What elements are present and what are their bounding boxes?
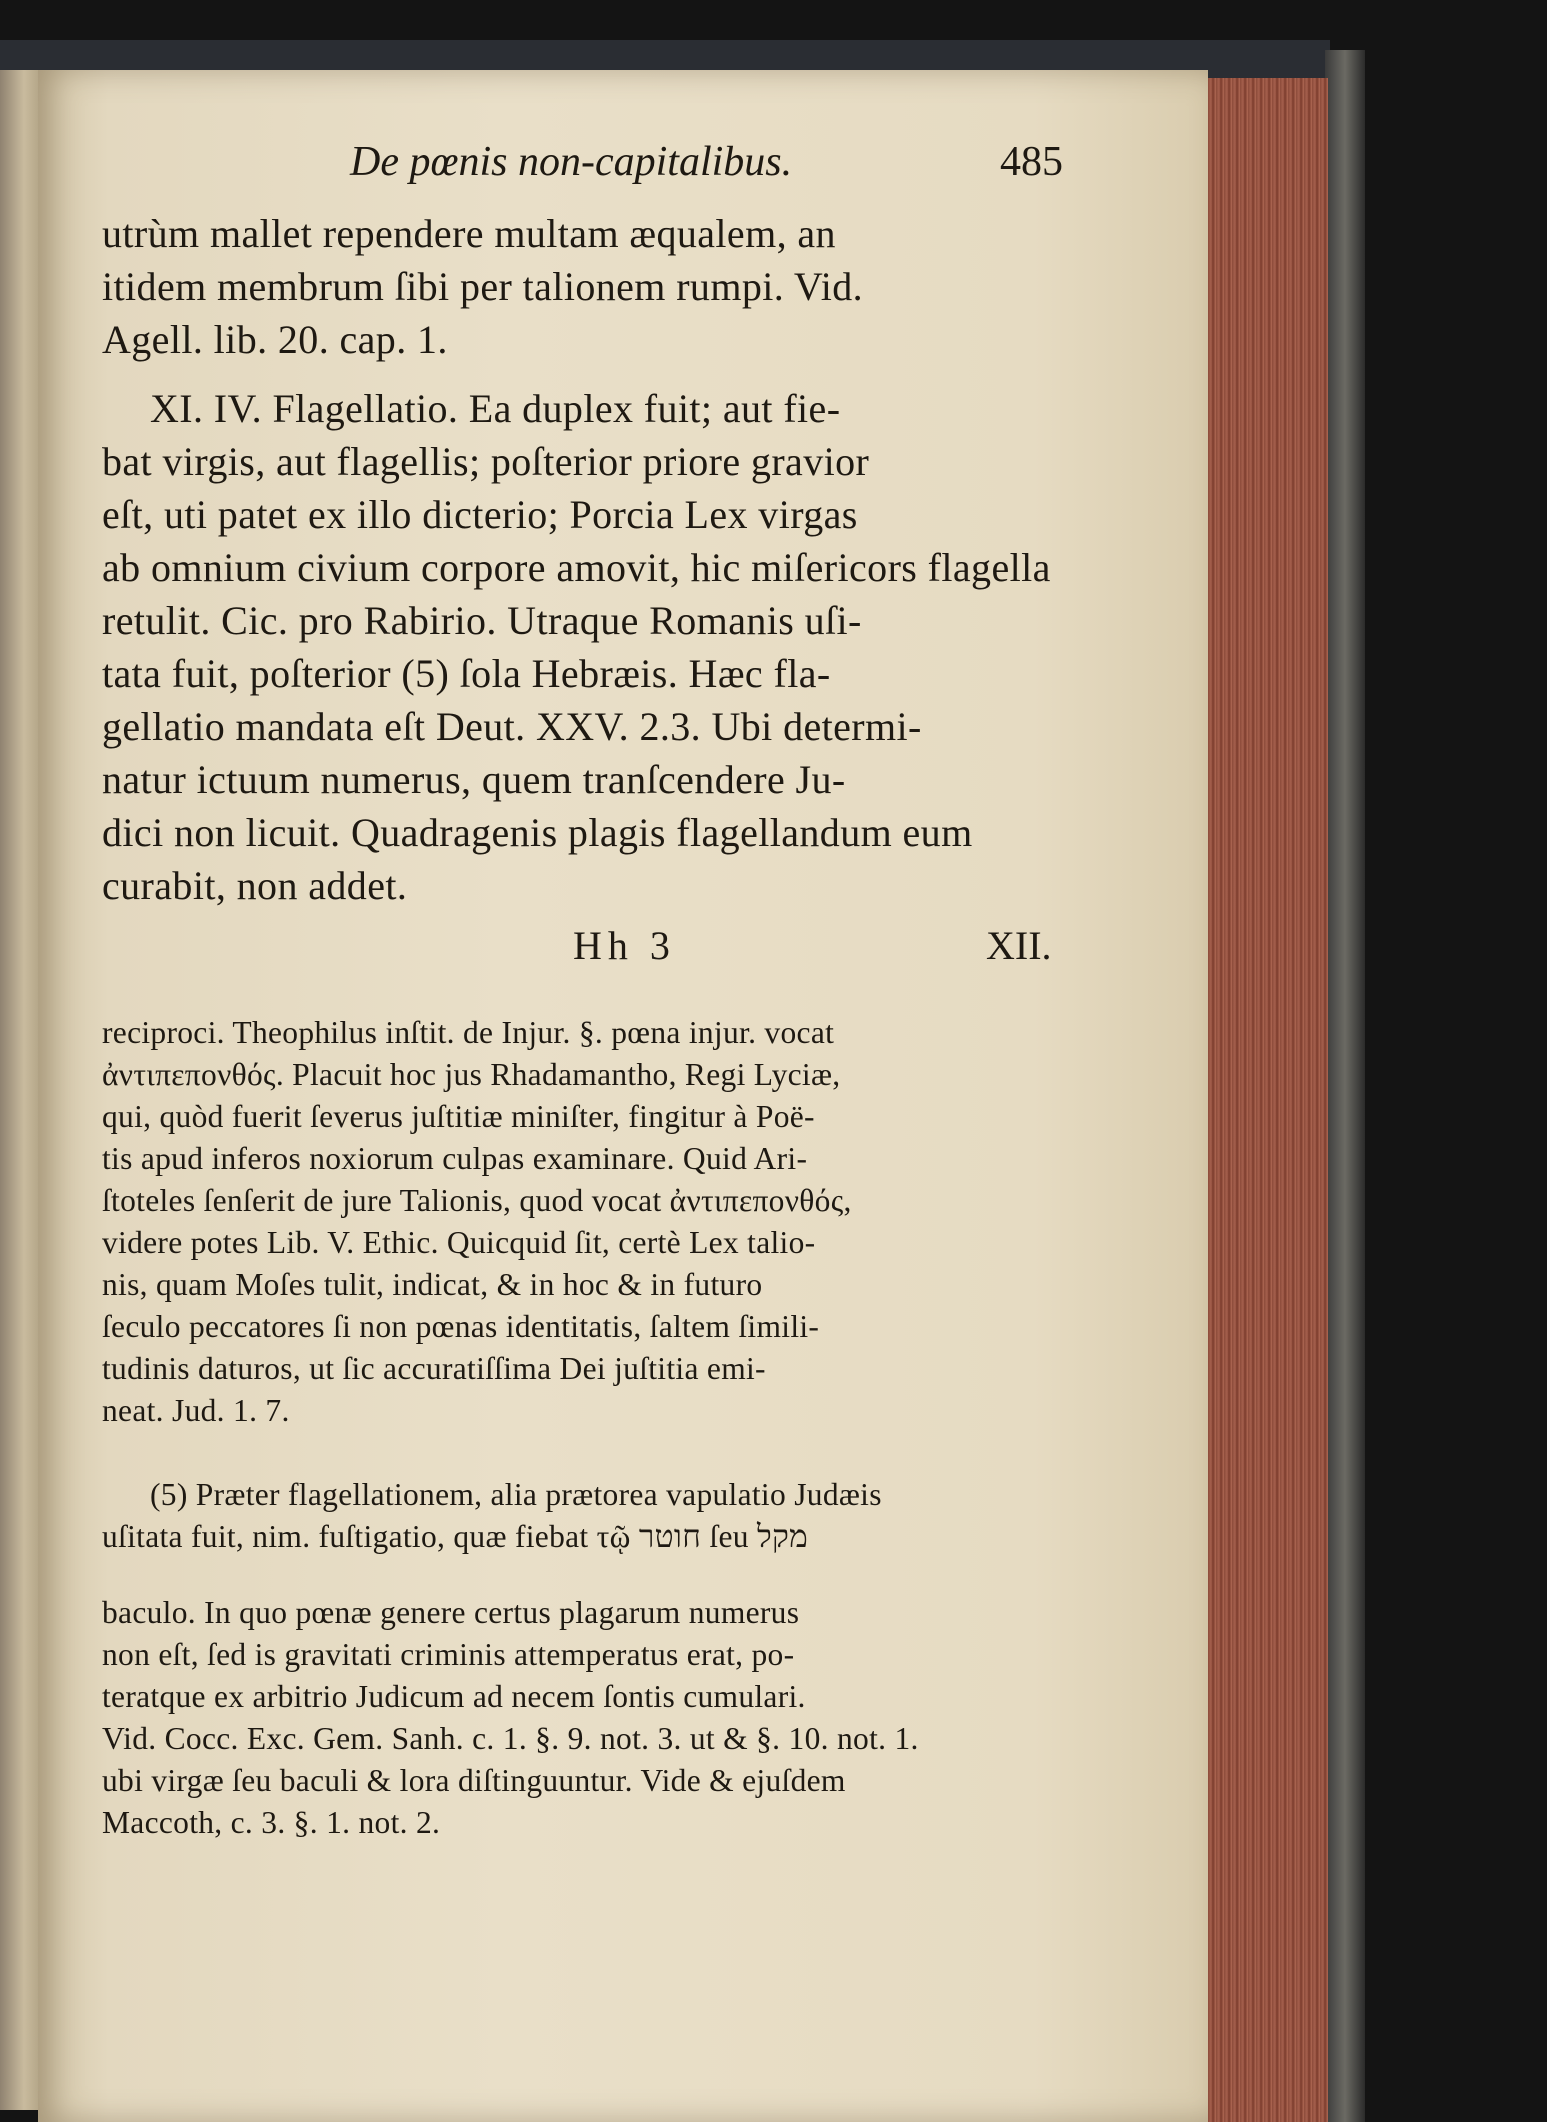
page-number: 485	[1000, 139, 1063, 185]
main-text-line: eſt, uti patet ex illo dicterio; Porcia Lex virgas	[102, 492, 858, 537]
main-text-line: Agell. lib. 20. cap. 1.	[102, 317, 448, 362]
footnote-line: ubi virgæ ſeu baculi & lora diſtinguuntur. Vide & ejuſdem	[102, 1763, 846, 1798]
page-block-edges	[1205, 78, 1328, 2122]
main-text-line: curabit, non addet.	[102, 863, 408, 908]
footnote-line: non eſt, ſed is gravitati criminis attemperatus erat, po-	[102, 1637, 795, 1672]
footnote-line: tis apud inferos noxiorum culpas examinare. Quid Ari-	[102, 1141, 808, 1176]
footnote-line: qui, quòd fuerit ſeverus juſtitiæ miniſter, fingitur à Poë-	[102, 1099, 815, 1134]
main-text-line: bat virgis, aut flagellis; poſterior priore gravior	[102, 439, 870, 484]
footnote-line: (5) Præter flagellationem, alia prætorea vapulatio Judæis	[150, 1477, 882, 1512]
footnote-line: ἀντιπεπονθός. Placuit hoc jus Rhadamantho, Regi Lyciæ,	[102, 1057, 841, 1092]
catchword: XII.	[986, 923, 1052, 968]
book-cover-right-edge	[1325, 50, 1365, 2122]
footnote-line: videre potes Lib. V. Ethic. Quicquid ſit, certè Lex talio-	[102, 1225, 816, 1260]
footnote-line: ſeculo peccatores ſi non pœnas identitatis, ſaltem ſimili-	[102, 1309, 820, 1344]
footnote-line: neat. Jud. 1. 7.	[102, 1393, 290, 1428]
signature-mark: Hh 3	[573, 923, 676, 968]
footnote-line: nis, quam Moſes tulit, indicat, & in hoc & in futuro	[102, 1267, 763, 1302]
footnote-line: reciproci. Theophilus inſtit. de Injur. §. pœna injur. vocat	[102, 1015, 835, 1050]
footnote-line: Maccoth, c. 3. §. 1. not. 2.	[102, 1805, 441, 1840]
main-text-line: XI. IV. Flagellatio. Ea duplex fuit; aut fie-	[150, 386, 841, 431]
footnote-line: teratque ex arbitrio Judicum ad necem ſontis cumulari.	[102, 1679, 806, 1714]
main-text-line: natur ictuum numerus, quem tranſcendere Ju-	[102, 757, 846, 802]
main-text-line: ab omnium civium corpore amovit, hic miſericors flagella	[102, 545, 1051, 590]
main-text-line: gellatio mandata eſt Deut. XXV. 2.3. Ubi determi-	[102, 704, 922, 749]
footnote-line: tudinis daturos, ut ſic accuratiſſima Dei juſtitia emi-	[102, 1351, 766, 1386]
main-text-line: tata fuit, poſterior (5) ſola Hebræis. Hæc fla-	[102, 651, 831, 696]
main-text-line: dici non licuit. Quadragenis plagis flagellandum eum	[102, 810, 973, 855]
running-header: De pœnis non-capitalibus.	[350, 139, 793, 185]
footnote-line: baculo. In quo pœnæ genere certus plagarum numerus	[102, 1595, 800, 1630]
footnote-line: ſtoteles ſenſerit de jure Talionis, quod vocat ἀντιπεπονθός,	[102, 1183, 852, 1218]
previous-page-edge	[0, 70, 40, 2110]
main-text-line: itidem membrum ſibi per talionem rumpi. Vid.	[102, 264, 864, 309]
main-text-line: retulit. Cic. pro Rabirio. Utraque Romanis uſi-	[102, 598, 862, 643]
footnote-line: uſitata fuit, nim. fuſtigatio, quæ fiebat τῷ חוטר ſeu מקל	[102, 1519, 809, 1554]
footnote-line: Vid. Cocc. Exc. Gem. Sanh. c. 1. §. 9. not. 3. ut & §. 10. not. 1.	[102, 1721, 919, 1756]
main-text-line: utrùm mallet rependere multam æqualem, an	[102, 211, 836, 256]
